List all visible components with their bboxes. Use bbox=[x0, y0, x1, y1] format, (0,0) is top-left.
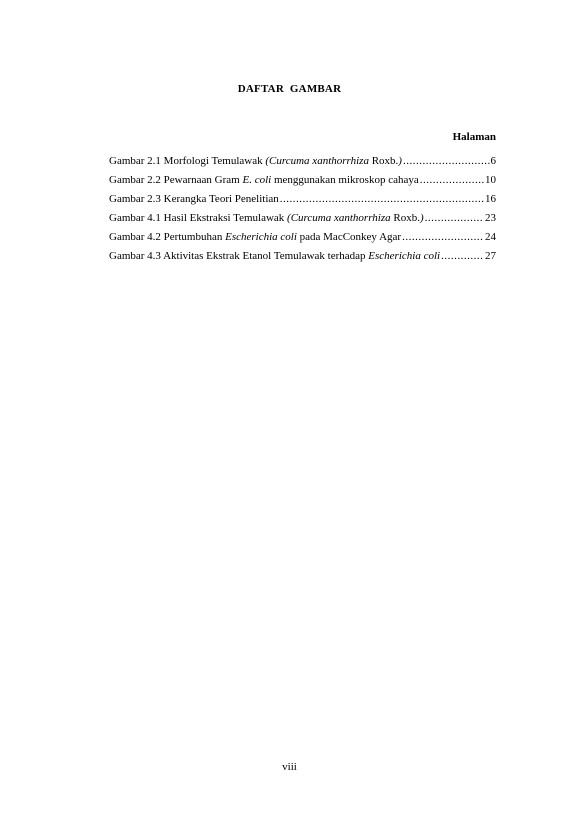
figure-entry-page: 24 bbox=[485, 231, 496, 243]
figure-entry[interactable] bbox=[109, 212, 496, 231]
dot-leader bbox=[441, 250, 484, 262]
page-number: viii bbox=[282, 761, 297, 773]
figure-entry-label bbox=[109, 231, 401, 243]
italic-text: Escherichia coli bbox=[368, 250, 441, 262]
label-text: Gambar 2.1 Morfologi Temulawak bbox=[109, 155, 266, 167]
figure-entry-label bbox=[109, 250, 440, 262]
figure-entry-label bbox=[109, 212, 424, 224]
figure-entry-page: 6 bbox=[490, 155, 496, 167]
dot-leader bbox=[425, 212, 484, 224]
label-text: Gambar 4.2 Pertumbuhan bbox=[109, 231, 226, 243]
italic-text: ) bbox=[419, 212, 424, 224]
figure-entry[interactable] bbox=[109, 231, 496, 250]
label-text: pada MacConkey Agar bbox=[296, 231, 402, 243]
label-text: Gambar 2.3 Kerangka Teori Penelitian bbox=[109, 193, 279, 205]
italic-text: ) bbox=[398, 155, 402, 167]
figure-entry-label bbox=[109, 193, 279, 205]
dot-leader bbox=[420, 174, 484, 186]
italic-text: E. coli bbox=[242, 174, 272, 186]
label-text: Gambar 2.2 Pewarnaan Gram bbox=[109, 174, 243, 186]
figure-entry[interactable] bbox=[109, 250, 496, 269]
label-text: Roxb. bbox=[393, 212, 420, 224]
figure-entry-page: 27 bbox=[485, 250, 496, 262]
figure-entry[interactable] bbox=[109, 193, 496, 212]
figure-entry-label bbox=[109, 155, 402, 167]
figure-list bbox=[109, 155, 496, 269]
page-title: DAFTAR GAMBAR bbox=[237, 83, 342, 95]
italic-text: (Curcuma xanthorrhiza bbox=[287, 212, 394, 224]
label-text: Gambar 4.3 Aktivitas Ekstrak Etanol Temulawak terhadap bbox=[109, 250, 369, 262]
dot-leader bbox=[402, 231, 484, 243]
italic-text: (Curcuma xanthorrhiza bbox=[265, 155, 372, 167]
dot-leader bbox=[403, 155, 490, 167]
figure-entry-label bbox=[109, 174, 419, 186]
page-column-header: Halaman bbox=[452, 131, 496, 143]
label-text: menggunakan mikroskop cahaya bbox=[271, 174, 419, 186]
italic-text: Escherichia coli bbox=[225, 231, 297, 243]
dot-leader bbox=[280, 193, 484, 205]
figure-entry[interactable] bbox=[109, 174, 496, 193]
label-text: Roxb. bbox=[371, 155, 399, 167]
figure-entry-page: 23 bbox=[485, 212, 496, 224]
figure-entry-page: 16 bbox=[485, 193, 496, 205]
figure-entry[interactable] bbox=[109, 155, 496, 174]
label-text: Gambar 4.1 Hasil Ekstraksi Temulawak bbox=[109, 212, 288, 224]
figure-entry-page: 10 bbox=[485, 174, 496, 186]
